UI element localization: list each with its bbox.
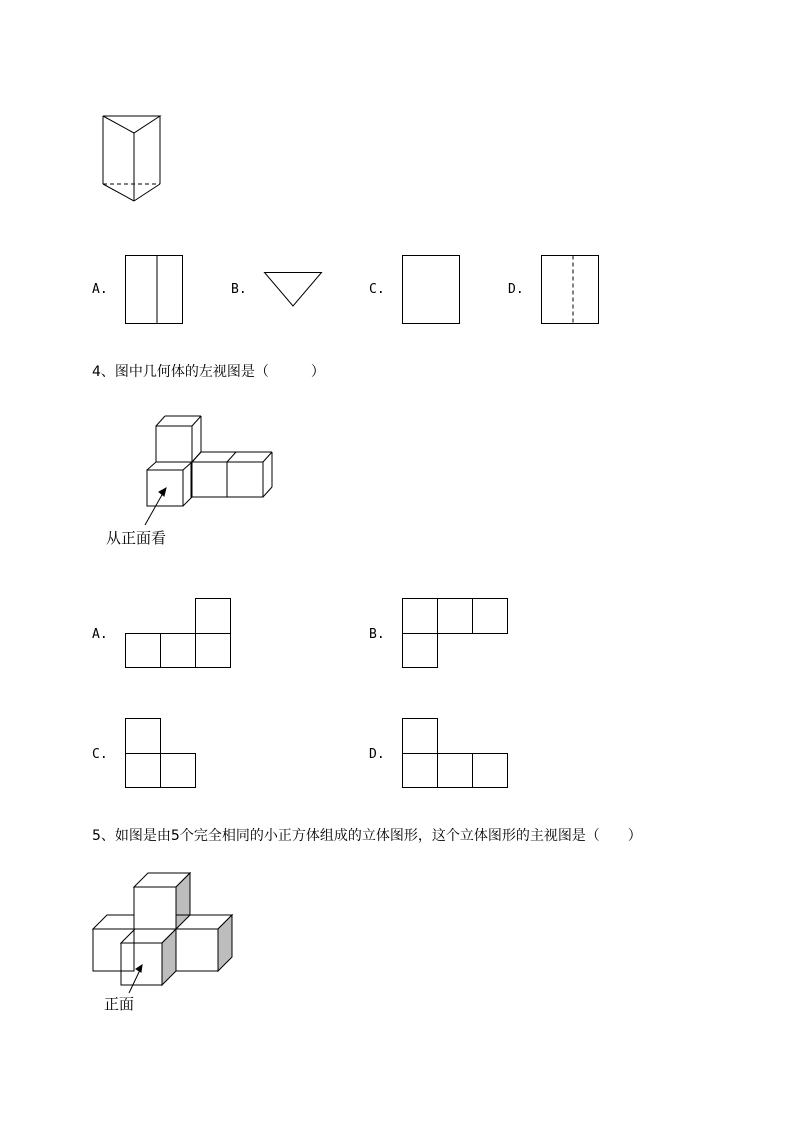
q3-option-b-label[interactable]: B. — [231, 282, 247, 297]
q4-option-a-label[interactable]: A. — [92, 627, 108, 642]
q4-option-b-label[interactable]: B. — [369, 627, 385, 642]
q4-option-c-label[interactable]: C. — [92, 747, 108, 762]
q3-option-a-label[interactable]: A. — [92, 282, 108, 297]
q5-prompt: 5、如图是由5个完全相同的小正方体组成的立体图形，这个立体图形的主视图是（ ） — [92, 828, 642, 844]
q5-arrow-label: 正面 — [104, 995, 135, 1013]
q3-option-d-label[interactable]: D. — [508, 282, 524, 297]
q4-prompt: 4、图中几何体的左视图是（ ） — [92, 364, 325, 380]
q4-option-d-label[interactable]: D. — [369, 747, 385, 762]
q4-arrow-label: 从正面看 — [106, 529, 167, 547]
q3-option-c-label[interactable]: C. — [369, 282, 385, 297]
